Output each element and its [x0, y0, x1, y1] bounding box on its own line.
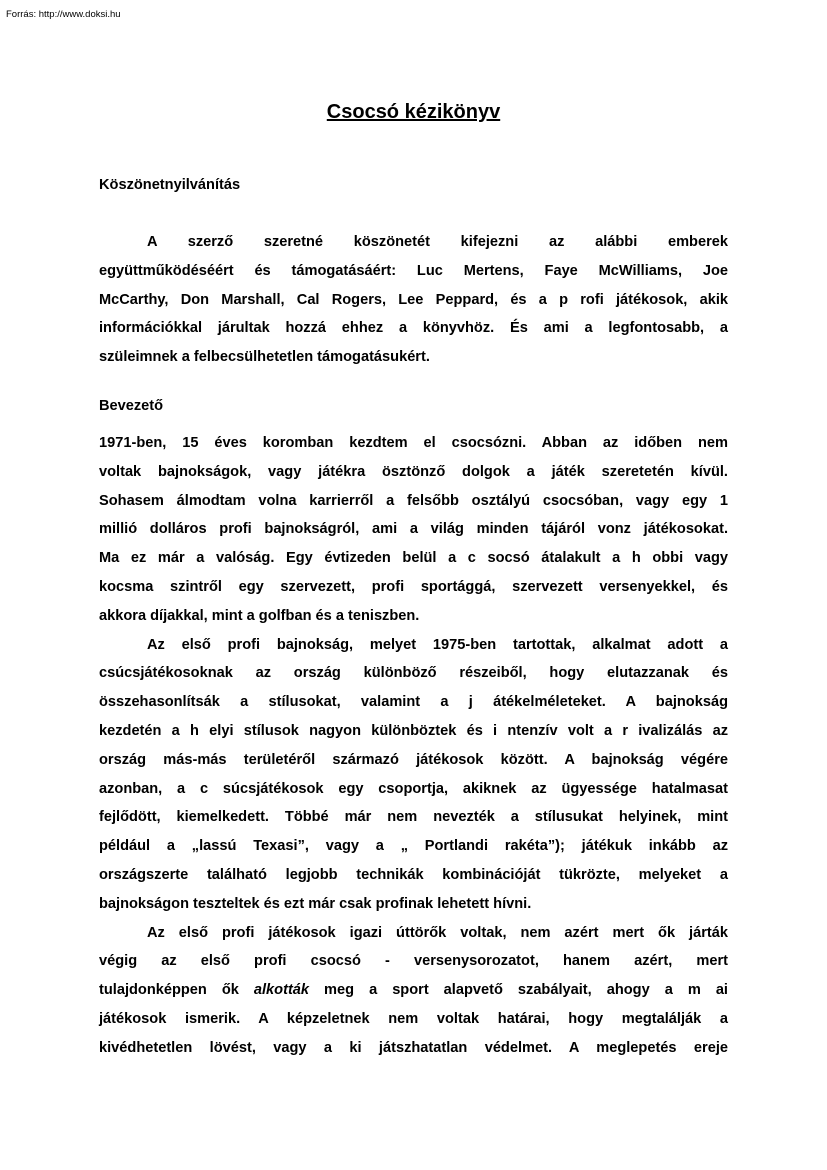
paragraph-line: McCarthy, Don Marshall, Cal Rogers, Lee Peppard, és a p rofi játékosok, akik — [99, 291, 728, 308]
paragraph-line: végig az első profi csocsó - versenysorozatot, hanem azért, mert — [99, 953, 728, 970]
paragraph-line: összehasonlítsák a stílusokat, valamint a j átékelméleteket. A bajnokság — [99, 694, 728, 711]
document-title: Csocsó kézikönyv — [326, 101, 501, 123]
paragraph-line: csúcsjátékosoknak az ország különböző részeiből, hogy elutazzanak és — [99, 665, 728, 682]
paragraph-line: Az első profi játékosok igazi úttörők voltak, nem azért mert ők járták — [147, 924, 728, 941]
paragraph-line: Sohasem álmodtam volna karrierről a felsőbb osztályú csocsóban, vagy egy 1 — [99, 492, 728, 509]
paragraph-line: Ma ez már a valóság. Egy évtizeden belül a c socsó átalakult a h obbi vagy — [99, 550, 728, 567]
paragraph-line: együttműködéséért és támogatásáért: Luc Mertens, Faye McWilliams, Joe — [99, 262, 728, 279]
section-heading-introduction: Bevezető — [99, 398, 164, 414]
paragraph-line: kezdetén a h elyi stílusok nagyon különböztek és i ntenzív volt a r ivalizálás az — [99, 722, 728, 739]
paragraph-line: azonban, a c súcsjátékosok egy csoportja, akiknek az ügyessége hatalmasat — [99, 780, 728, 797]
paragraph-line: szüleimnek a felbecsülhetetlen támogatásukért. — [99, 349, 430, 366]
paragraph-line: információkkal járultak hozzá ehhez a könyvhöz. És ami a legfontosabb, a — [99, 320, 728, 337]
text-segment: tulajdonképpen ők — [99, 982, 254, 999]
section-heading-acknowledgements: Köszönetnyilvánítás — [99, 177, 241, 193]
paragraph-line — [99, 976, 728, 1005]
paragraph-line: kivédhetetlen lövést, vagy a ki játszhatatlan védelmet. A meglepetés ereje — [99, 1039, 728, 1056]
introduction-paragraph-1 — [99, 429, 728, 1063]
paragraph-line: akkora díjakkal, mint a golfban és a teniszben. — [99, 607, 420, 624]
acknowledgements-paragraph — [99, 228, 728, 372]
paragraph-line: országszerte található legjobb technikák kombinációját tükrözte, melyeket a — [99, 866, 728, 883]
paragraph-line: például a „lassú Texasi”, vagy a „ Portlandi rakéta”); játékuk inkább az — [99, 838, 728, 855]
paragraph-line: kocsma szintről egy szervezett, profi sportággá, szervezett versenyekkel, és — [99, 578, 728, 595]
paragraph-line: fejlődött, kiemelkedett. Többé már nem nevezték a stílusukat helyinek, mint — [99, 809, 728, 826]
paragraph-line: millió dolláros profi bajnokságról, ami a világ minden tájáról vonz játékosokat. — [99, 521, 728, 538]
paragraph-line: ország más-más területéről származó játékosok között. A bajnokság végére — [99, 751, 728, 768]
paragraph-line: voltak bajnokságok, vagy játékra ösztönző dolgok a játék szeretetén kívül. — [99, 463, 728, 480]
emphasized-word: alkották — [253, 982, 310, 999]
source-note: Forrás: http://www.doksi.hu — [6, 9, 121, 20]
text-segment: meg a sport alapvető szabályait, ahogy a m ai — [309, 982, 728, 999]
paragraph-line: A szerző szeretné köszönetét kifejezni az alábbi emberek — [147, 234, 728, 250]
paragraph-line: játékosok ismerik. A képzeletnek nem voltak határai, hogy megtalálják a — [99, 1010, 728, 1027]
paragraph-line: Az első profi bajnokság, melyet 1975-ben tartottak, alkalmat adott a — [147, 636, 728, 653]
paragraph-line: 1971-ben, 15 éves koromban kezdtem el csocsózni. Abban az időben nem — [99, 435, 728, 451]
paragraph-line: bajnokságon teszteltek és ezt már csak profinak lehetett hívni. — [99, 895, 532, 912]
